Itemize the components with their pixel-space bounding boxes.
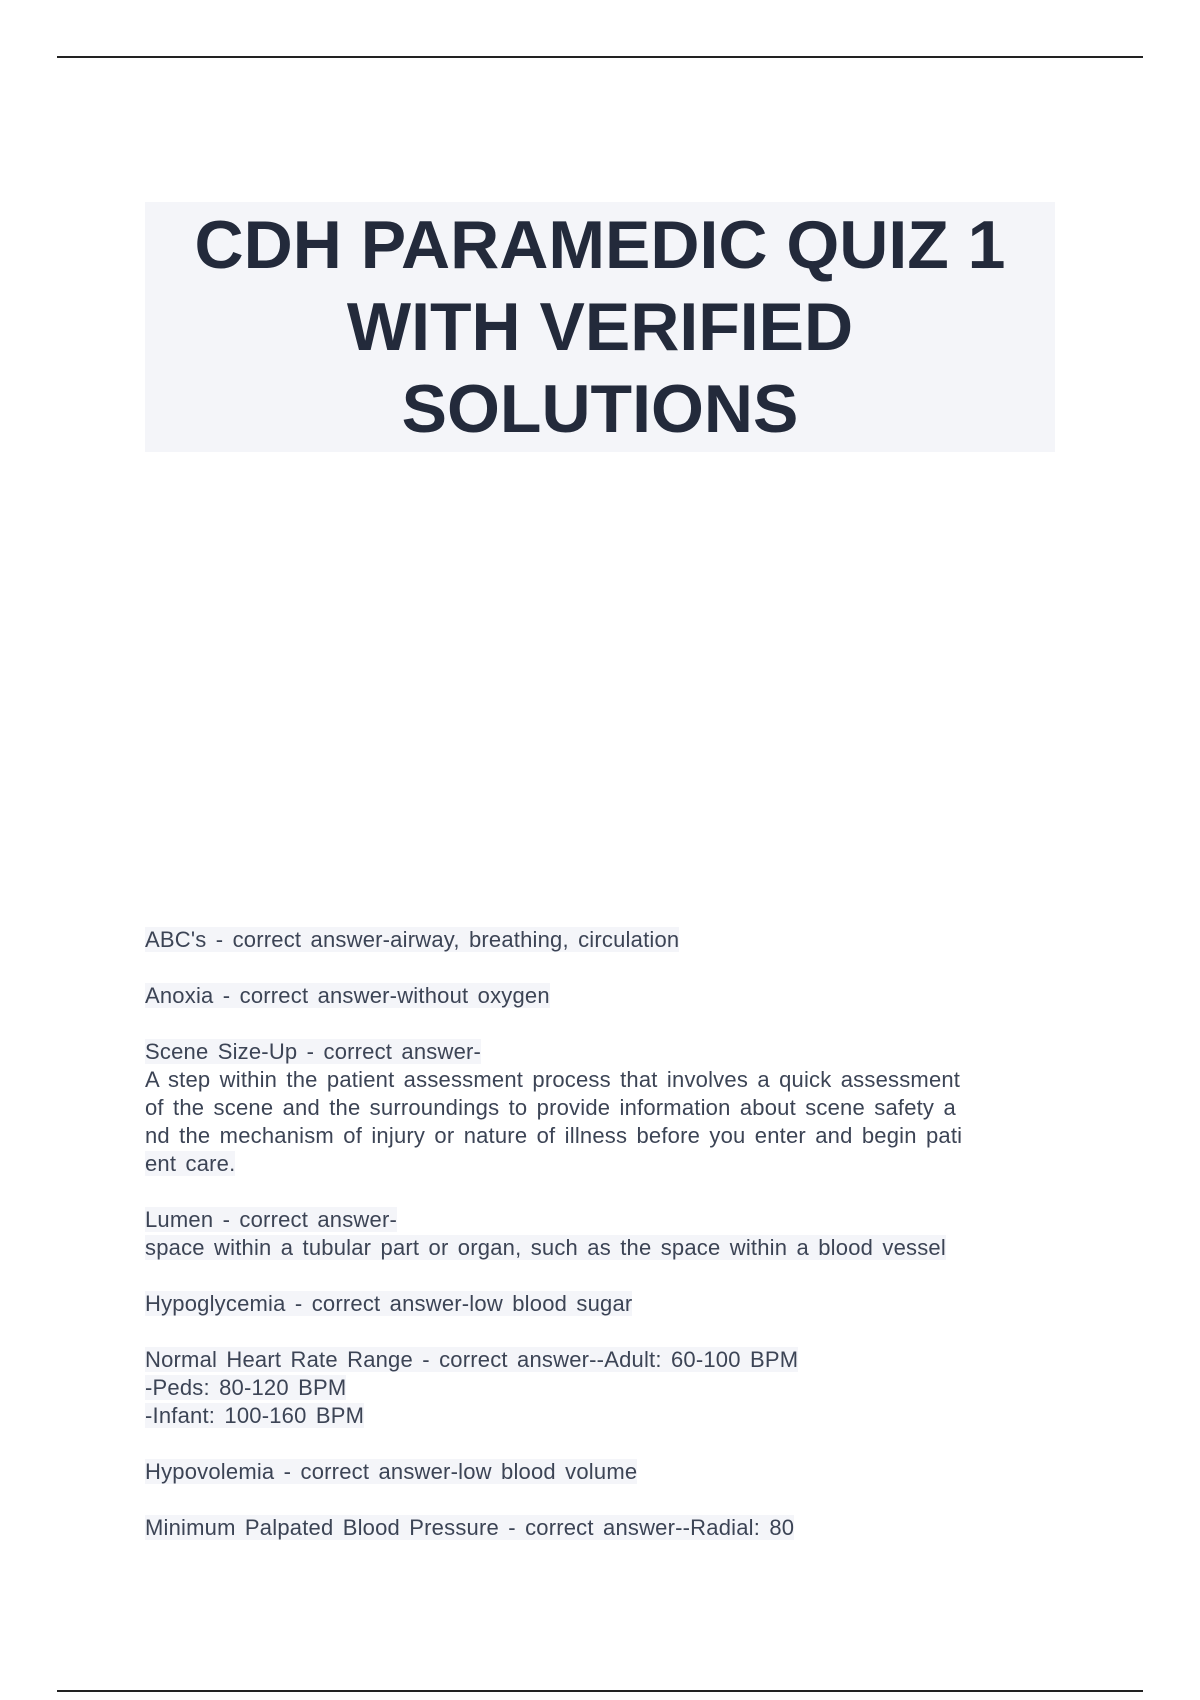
qa-entry-anoxia	[145, 982, 1055, 1010]
qa-line: -Peds: 80-120 BPM	[145, 1375, 347, 1400]
qa-entry-hypoglycemia	[145, 1290, 1055, 1318]
qa-line: Scene Size-Up - correct answer-	[145, 1039, 482, 1064]
qa-entry-scene-size-up	[145, 1038, 1055, 1178]
header-rule	[57, 56, 1143, 58]
document-title	[145, 202, 1055, 452]
qa-list	[145, 926, 1055, 1570]
footer-rule	[57, 1690, 1143, 1692]
title-line: WITH VERIFIED	[346, 289, 854, 365]
qa-entry-abcs	[145, 926, 1055, 954]
qa-entry-lumen	[145, 1206, 1055, 1262]
qa-entry-min-palpated-bp	[145, 1514, 1055, 1542]
qa-line: ent care.	[145, 1151, 236, 1176]
qa-line: nd the mechanism of injury or nature of illness before you enter and begin pati	[145, 1123, 963, 1148]
qa-line: Normal Heart Rate Range - correct answer--Adult: 60-100 BPM	[145, 1347, 799, 1372]
qa-line: -Infant: 100-160 BPM	[145, 1403, 365, 1428]
qa-line: of the scene and the surroundings to provide information about scene safety a	[145, 1095, 956, 1120]
qa-line: Anoxia - correct answer-without oxygen	[145, 983, 550, 1008]
qa-entry-normal-heart-rate	[145, 1346, 1055, 1430]
qa-line: Hypovolemia - correct answer-low blood volume	[145, 1459, 638, 1484]
title-line: CDH PARAMEDIC QUIZ 1	[194, 207, 1006, 283]
qa-entry-hypovolemia	[145, 1458, 1055, 1486]
qa-line: A step within the patient assessment process that involves a quick assessment	[145, 1067, 961, 1092]
qa-line: Hypoglycemia - correct answer-low blood sugar	[145, 1291, 633, 1316]
qa-line: Minimum Palpated Blood Pressure - correct answer--Radial: 80	[145, 1515, 795, 1540]
qa-line: space within a tubular part or organ, such as the space within a blood vessel	[145, 1235, 946, 1260]
title-line: SOLUTIONS	[401, 371, 799, 447]
qa-line: ABC's - correct answer-airway, breathing, circulation	[145, 927, 680, 952]
qa-line: Lumen - correct answer-	[145, 1207, 398, 1232]
